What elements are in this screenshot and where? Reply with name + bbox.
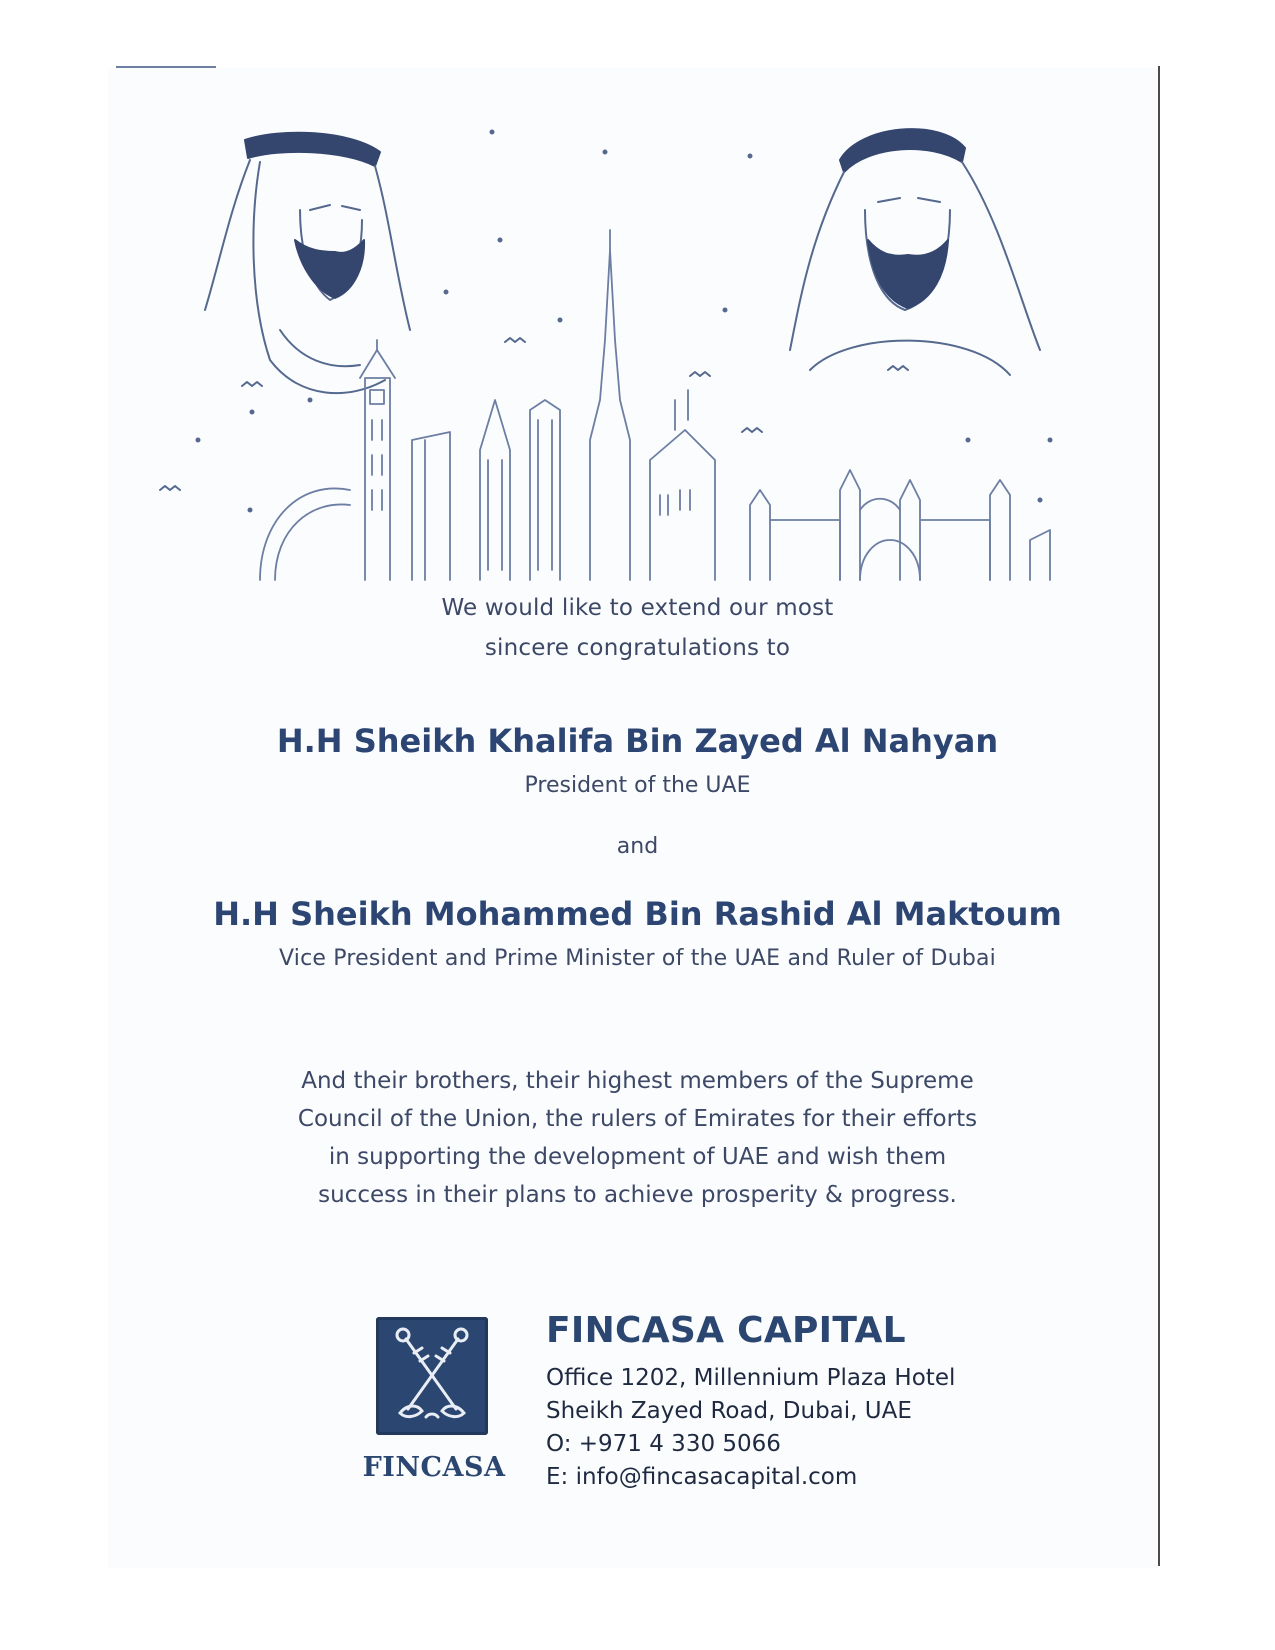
intro-line-1: We would like to extend our most bbox=[441, 595, 834, 621]
conjunction-text: and bbox=[616, 834, 659, 859]
message-line: success in their plans to achieve prosperity & progress. bbox=[318, 1182, 957, 1208]
right-portrait-icon bbox=[790, 129, 1040, 375]
address-line-1: Office 1202, Millennium Plaza Hotel bbox=[546, 1365, 956, 1391]
message-paragraph bbox=[0, 1062, 1275, 1214]
intro-line-2: sincere congratulations to bbox=[484, 635, 791, 661]
honoree-1-title: President of the UAE bbox=[524, 773, 751, 798]
skyline-portrait-illustration bbox=[150, 100, 1130, 640]
honoree-2-title: Vice President and Prime Minister of the UAE and Ruler of Dubai bbox=[279, 946, 996, 971]
address-line-2: Sheikh Zayed Road, Dubai, UAE bbox=[546, 1398, 912, 1424]
company-name: FINCASA CAPITAL bbox=[546, 1310, 906, 1351]
honoree-2-name: H.H Sheikh Mohammed Bin Rashid Al Maktoum bbox=[213, 895, 1062, 933]
scan-edge-line bbox=[1158, 66, 1160, 1566]
contact-block bbox=[546, 1362, 1066, 1494]
intro-text bbox=[0, 588, 1275, 668]
honoree-1-name: H.H Sheikh Khalifa Bin Zayed Al Nahyan bbox=[276, 722, 999, 760]
message-line: Council of the Union, the rulers of Emirates for their efforts bbox=[297, 1106, 978, 1132]
phone-number: O: +971 4 330 5066 bbox=[546, 1431, 781, 1457]
logo-wordmark: FINCASA bbox=[362, 1452, 506, 1483]
email-address: E: info@fincasacapital.com bbox=[546, 1464, 858, 1490]
crossed-keys-logo-icon bbox=[376, 1317, 488, 1435]
message-line: And their brothers, their highest members of the Supreme bbox=[301, 1068, 974, 1094]
message-line: in supporting the development of UAE and wish them bbox=[328, 1144, 947, 1170]
